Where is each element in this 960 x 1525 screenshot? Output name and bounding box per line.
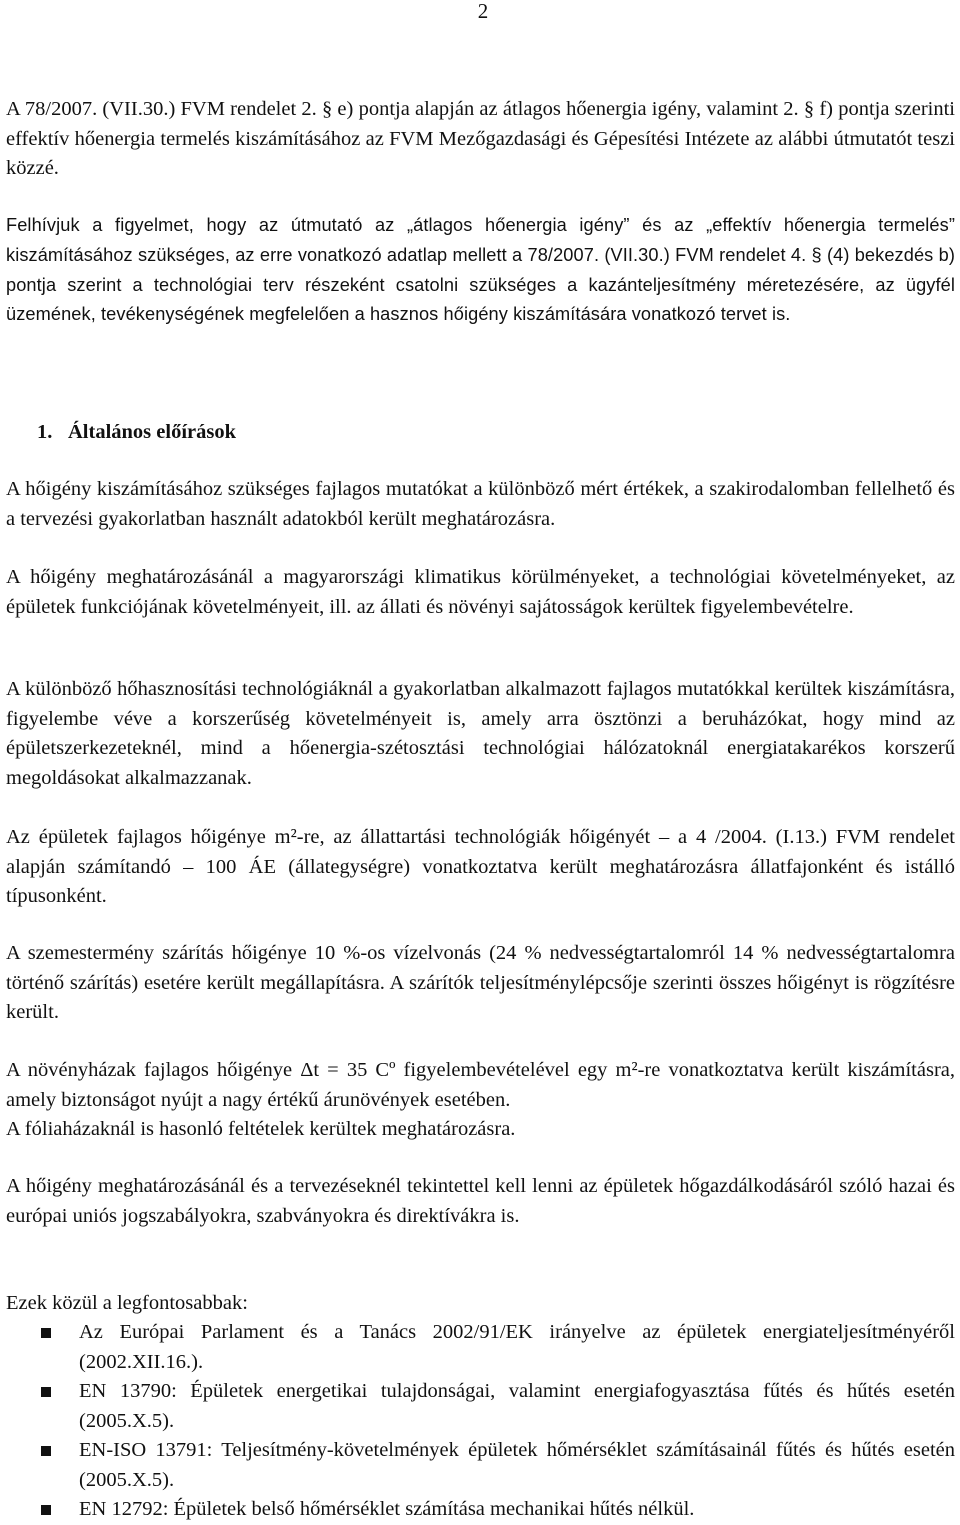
list-item-text: Az Európai Parlament és a Tanács 2002/91/EK irányelve az épületek energiateljesítményéről (2002.XII.16.).	[79, 1321, 955, 1373]
standards-list	[6, 1318, 955, 1525]
page-number: 2	[477, 0, 489, 23]
paragraph-jogszabalyok: A hőigény meghatározásánál és a tervezéseknél tekintettel kell lenni az épületek hőgazdálkodásáról szóló hazai és európai uniós jogszabályokra, szabványokra és direktívákra is.	[6, 1175, 955, 1227]
paragraph-hohasznositas: A különböző hőhasznosítási technológiáknál a gyakorlatban alkalmazott fajlagos mutatókkal kerültek kiszámításra, figyelembe véve a korszerűség követelményeit is, amely arra ösztönzi a beruházókat, hogy mind az épületszerkezeteknél, mind a hőenergia-szétosztási technológiai hálózatoknál energiatakarékos korszerű megoldásokat alkalmazzanak.	[6, 678, 955, 789]
paragraph-epuletek-hoigenye: Az épületek fajlagos hőigénye m²-re, az állattartási technológiák hőigényét – a 4 /2004. (I.13.) FVM rendelet alapján számítandó – 100 ÁE (állategységre) vonatkoztatva került meghatározásra állatfajonként és istálló típusonként.	[6, 826, 955, 907]
list-intro: Ezek közül a legfontosabbak:	[6, 1292, 248, 1314]
paragraph-foliahazak: A fóliaházaknál is hasonló feltételek kerültek meghatározásra.	[6, 1118, 516, 1140]
section-heading	[37, 418, 960, 448]
intro-paragraph: A 78/2007. (VII.30.) FVM rendelet 2. § e) pontja alapján az átlagos hőenergia igény, valamint 2. § f) pontja szerinti effektív hőenergia termelés kiszámításához az FVM Mezőgazdasági és Gépesítési Intézete az alábbi útmutatót teszi közzé.	[6, 98, 955, 179]
section-title: Általános előírások	[68, 421, 236, 443]
paragraph-szemestermeny: A szemestermény szárítás hőigénye 10 %-os vízelvonás (24 % nedvességtartalomról 14 % nedvességtartalomra történő szárítás) esetére került megállapításra. A szárítók teljesítménylépcsője szerinti összes hőigényt is rögzítésre került.	[6, 942, 955, 1023]
square-bullet-icon	[41, 1505, 51, 1515]
square-bullet-icon	[41, 1328, 51, 1338]
list-item	[6, 1495, 955, 1525]
list-item	[6, 1436, 955, 1495]
list-item	[6, 1318, 955, 1377]
list-item-text: EN 13790: Épületek energetikai tulajdonságai, valamint energiafogyasztása fűtés és hűtés esetén (2005.X.5).	[79, 1380, 955, 1432]
paragraph-klimatikus: A hőigény meghatározásánál a magyarországi klimatikus körülményeket, a technológiai követelményeket, az épületek funkciójának követelményeit, ill. az állati és növényi sajátosságok kerültek figyelembevételre.	[6, 566, 955, 618]
list-item-text: EN-ISO 13791: Teljesítmény-követelmények épületek hőmérséklet számításainál fűtés és hűtés esetén (2005.X.5).	[79, 1439, 955, 1491]
notice-paragraph: Felhívjuk a figyelmet, hogy az útmutató az „átlagos hőenergia igény” és az „effektív hőenergia termelés” kiszámításához szükséges, az erre vonatkozó adatlap mellett a 78/2007. (VII.30.) FVM rendelet 4. § (4) bekezdés b) pontja szerint a technológiai terv részeként csatolni szükséges a kazánteljesítmény méretezésére, az ügyfél üzemének, tevékenységének megfelelően a hasznos hőigény kiszámítására vonatkozó tervet is.	[6, 215, 955, 325]
section-number: 1.	[37, 421, 53, 443]
list-item-text: EN 12792: Épületek belső hőmérséklet számítása mechanikai hűtés nélkül.	[79, 1498, 695, 1520]
square-bullet-icon	[41, 1446, 51, 1456]
paragraph-novenyhazak: A növényházak fajlagos hőigénye Δt = 35 Cº figyelembevételével egy m²-re vonatkoztatva került kiszámításra, amely biztonságot nyújt a nagy értékű árunövények esetében.	[6, 1059, 955, 1111]
paragraph-fajlagos-mutatok: A hőigény kiszámításához szükséges fajlagos mutatókat a különböző mért értékek, a szakirodalomban fellelhető és a tervezési gyakorlatban használt adatokból került meghatározásra.	[6, 478, 955, 530]
list-item	[6, 1377, 955, 1436]
square-bullet-icon	[41, 1387, 51, 1397]
